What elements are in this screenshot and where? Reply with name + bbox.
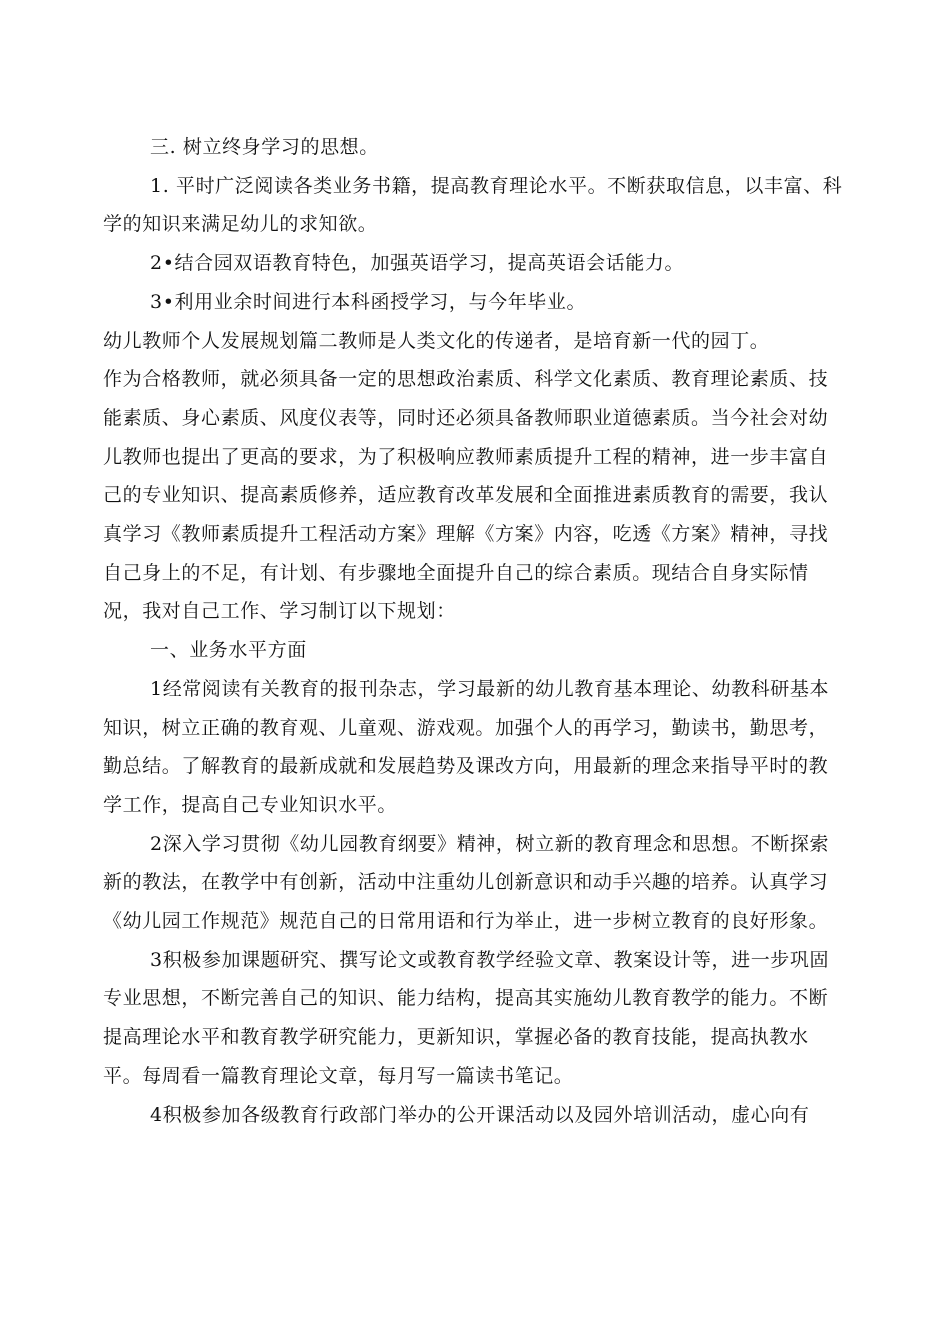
- paragraph-business-item-3: 3积极参加课题研究、撰写论文或教育教学经验文章、教案设计等，进一步巩固专业思想，不断完善自己的知识、能力结构，提高其实施幼儿教育教学的能力。不断提高理论水平和教育教学研究能力，更新知识，掌握必备的教育技能，提高执教水平。每周看一篇教育理论文章，每月写一篇读书笔记。: [103, 948, 830, 1087]
- paragraph-lifelong-learning-heading: 三. 树立终身学习的思想。: [150, 136, 379, 158]
- paragraph-qualified-teacher: 作为合格教师，就必须具备一定的思想政治素质、科学文化素质、教育理论素质、技能素质、身心素质、风度仪表等，同时还必须具备教师职业道德素质。当今社会对幼儿教师也提出了更高的要求，为了积极响应教师素质提升工程的精神，进一步丰富自己的专业知识、提高素质修养，适应教育改革发展和全面推进素质教育的需要，我认真学习《教师素质提升工程活动方案》理解《方案》内容，吃透《方案》精神，寻找自己身上的不足，有计划、有步骤地全面提升自己的综合素质。现结合自身实际情况，我对自己工作、学习制订以下规划：: [103, 368, 829, 623]
- paragraph-item-2-english: 2•结合园双语教育特色，加强英语学习，提高英语会话能力。: [150, 252, 685, 275]
- document-body: [103, 128, 843, 1134]
- paragraph-item-1-reading: 1. 平时广泛阅读各类业务书籍，提高教育理论水平。不断获取信息，以丰富、科学的知识来满足幼儿的求知欲。: [103, 174, 843, 236]
- paragraph-business-item-4: 4积极参加各级教育行政部门举办的公开课活动以及园外培训活动，虚心向有: [150, 1103, 810, 1126]
- paragraph-item-3-correspondence: 3•利用业余时间进行本科函授学习，与今年毕业。: [150, 290, 587, 313]
- paragraph-part-two-intro: 幼儿教师个人发展规划篇二教师是人类文化的传递者，是培育新一代的园丁。: [103, 329, 770, 352]
- paragraph-business-level-heading: 一、业务水平方面: [150, 639, 307, 662]
- paragraph-business-item-1: 1经常阅读有关教育的报刊杂志，学习最新的幼儿教育基本理论、幼教科研基本知识，树立正确的教育观、儿童观、游戏观。加强个人的再学习，勤读书，勤思考，勤总结。了解教育的最新成就和发展趋势及课改方向，用最新的理念来指导平时的教学工作，提高自己专业知识水平。: [103, 677, 830, 816]
- paragraph-business-item-2: 2深入学习贯彻《幼儿园教育纲要》精神，树立新的教育理念和思想。不断探索新的教法，在教学中有创新，活动中注重幼儿创新意识和动手兴趣的培养。认真学习《幼儿园工作规范》规范自己的日常用语和行为举止，进一步树立教育的良好形象。: [103, 832, 830, 933]
